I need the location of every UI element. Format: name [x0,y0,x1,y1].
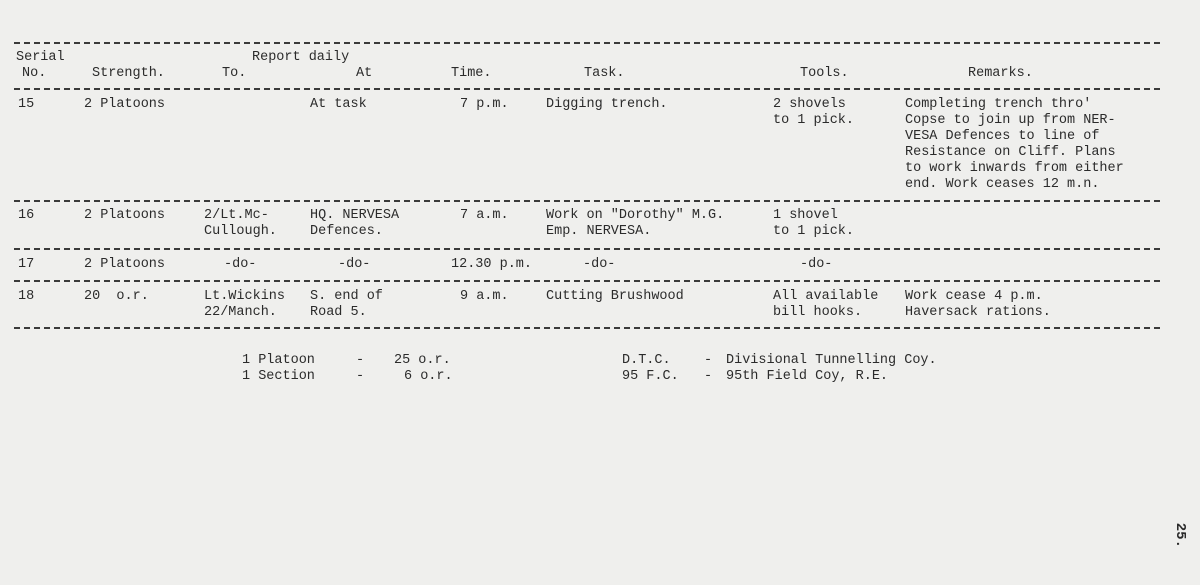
cell-remarks: Resistance on Cliff. Plans [905,145,1116,160]
key-value: 6 o.r. [404,369,453,384]
key-unit: 1 Section [242,369,315,384]
cell-to: 22/Manch. [204,305,277,320]
cell-tools: 2 shovels [773,97,846,112]
cell-task: Emp. NERVESA. [546,224,652,239]
header-serial-line1: Serial [16,50,65,65]
header-report-daily: Report daily [252,50,350,65]
cell-time: 7 p.m. [460,97,509,112]
abbr-dash: - [704,353,713,368]
cell-serial: 17 [18,257,35,272]
cell-tools: 1 shovel [773,208,838,223]
rule-row [14,280,1160,282]
cell-remarks: to work inwards from either [905,161,1124,176]
cell-at: S. end of [310,289,383,304]
abbr: 95 F.C. [622,369,679,384]
header-at: At [356,66,373,81]
cell-strength: 2 Platoons [84,208,166,223]
cell-task: -do- [583,257,616,272]
cell-at: -do- [338,257,371,272]
cell-strength: 20 o.r. [84,289,149,304]
cell-tools: All available [773,289,879,304]
cell-at: HQ. NERVESA [310,208,400,223]
cell-time: 7 a.m. [460,208,509,223]
cell-to: Cullough. [204,224,277,239]
abbr-dash: - [704,369,713,384]
abbr-meaning: 95th Field Coy, R.E. [726,369,889,384]
cell-remarks: VESA Defences to line of [905,129,1100,144]
cell-time: 12.30 p.m. [451,257,533,272]
header-task: Task. [584,66,625,81]
cell-remarks: end. Work ceases 12 m.n. [905,177,1100,192]
cell-remarks: Haversack rations. [905,305,1051,320]
cell-strength: 2 Platoons [84,97,166,112]
rule-row [14,248,1160,250]
key-value: 25 o.r. [394,353,451,368]
header-strength: Strength. [92,66,165,81]
cell-task: Digging trench. [546,97,668,112]
header-tools: Tools. [800,66,849,81]
rule-top [14,42,1160,44]
cell-remarks: Completing trench thro' [905,97,1092,112]
cell-at: At task [310,97,367,112]
cell-at: Defences. [310,224,383,239]
rule-row [14,200,1160,202]
cell-tools: -do- [800,257,833,272]
header-time: Time. [451,66,492,81]
key-dash: - [356,353,365,368]
key-dash: - [356,369,365,384]
header-serial-line2: No. [22,66,47,81]
header-remarks: Remarks. [968,66,1033,81]
cell-remarks: Work cease 4 p.m. [905,289,1043,304]
cell-to: -do- [224,257,257,272]
page-number: 25. [1172,522,1188,548]
cell-tools: bill hooks. [773,305,863,320]
key-unit: 1 Platoon [242,353,315,368]
cell-to: Lt.Wickins [204,289,286,304]
cell-task: Work on "Dorothy" M.G. [546,208,725,223]
cell-at: Road 5. [310,305,367,320]
cell-tools: to 1 pick. [773,224,855,239]
cell-serial: 18 [18,289,35,304]
cell-to: 2/Lt.Mc- [204,208,269,223]
cell-serial: 15 [18,97,35,112]
rule-header [14,88,1160,90]
cell-remarks: Copse to join up from NER- [905,113,1116,128]
cell-task: Cutting Brushwood [546,289,684,304]
abbr-meaning: Divisional Tunnelling Coy. [726,353,937,368]
cell-tools: to 1 pick. [773,113,855,128]
cell-time: 9 a.m. [460,289,509,304]
header-to: To. [222,66,247,81]
rule-bottom [14,327,1160,329]
cell-serial: 16 [18,208,35,223]
cell-strength: 2 Platoons [84,257,166,272]
abbr: D.T.C. [622,353,671,368]
